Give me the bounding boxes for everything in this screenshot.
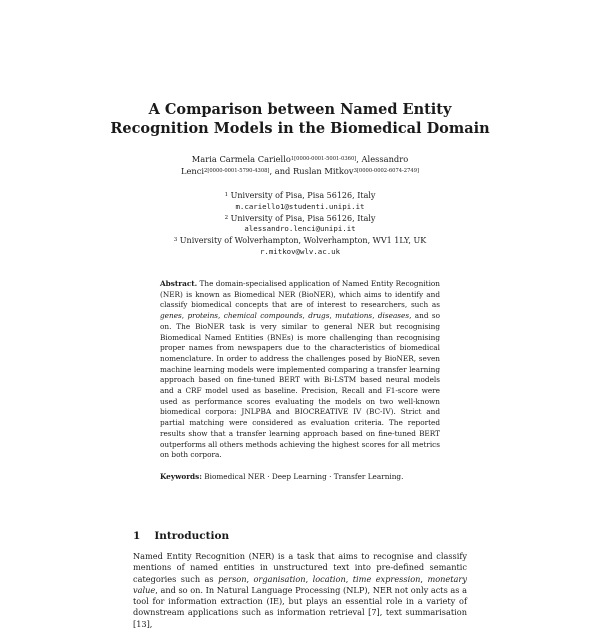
abstract	[160, 279, 440, 461]
intro-emph: location	[312, 573, 346, 584]
section-heading	[133, 530, 229, 542]
affiliations	[150, 190, 450, 258]
intro-text: ,	[305, 573, 313, 584]
author-separator: , and Ruslan Mitkov	[269, 166, 354, 176]
section-title: Introduction	[154, 530, 230, 542]
abstract-text: ,	[372, 311, 378, 321]
affiliation-email: m.cariello1@studenti.unipi.it	[235, 201, 365, 211]
intro-text: ,	[420, 573, 428, 584]
intro-paragraph	[133, 551, 467, 630]
affiliation	[150, 235, 450, 247]
keywords	[160, 472, 440, 483]
intro-text: Named Entity Recognition (NER) is a task that aims to recognise and classify mentions of named entities in unstructured text into pre-defined semantic categories such as	[133, 551, 467, 584]
intro-emph: person	[218, 573, 247, 584]
abstract-emph: genes	[160, 311, 182, 321]
affiliation-org: University of Pisa, Pisa 56126, Italy	[230, 213, 376, 223]
section-number: 1	[133, 530, 141, 542]
intro-text: ,	[246, 573, 254, 584]
author-name: Lenci	[180, 166, 205, 176]
author-separator: , Alessandro	[356, 154, 409, 164]
abstract-text: ,	[329, 311, 336, 321]
affiliation-email: alessandro.lenci@unipi.it	[244, 224, 356, 234]
abstract-emph: diseases	[377, 311, 410, 321]
abstract-text: ,	[218, 311, 224, 321]
author-list	[150, 153, 450, 177]
affiliation-org: University of Pisa, Pisa 56126, Italy	[230, 191, 376, 200]
abstract-text: , and so on. The BioNER task is very similar to general NER but recognising Biomedical Named Entities (BNEs) is more challenging than recognising proper names from newspapers due to the characteristics of biomedical nomenclature. In order to address the challenges posed by BioNER, seven machine learning models were implemented comparing a transfer learning approach based on fine-tuned BERT with Bi-LSTM based neural models and a CRF model used as baseline. Precision, Recall and F1-score were used as performance scores evaluating the models on two well-known biomedical corpora: JNLPBA and BIOCREATIVE IV (BC-IV). Strict and partial matching were considered as evaluation criteria. The reported results show that a transfer learning approach based on fine-tuned BERT outperforms all others methods achieving the highest scores for all metrics on both corpora.	[160, 311, 441, 460]
intro-emph: organisation	[253, 573, 306, 584]
intro-text: , and so on. In Natural Language Processing (NLP), NER not only acts as a tool for information extraction (IE), but plays an essential role in a variety of downstream applications such as information retrieval [7], text summarisation [13],	[133, 584, 467, 629]
intro-text: ,	[345, 573, 353, 584]
abstract-text: The domain-specialised application of Named Entity Recognition (NER) is known as Biomedical NER (BioNER), which aims to identify and classify biomedical concepts that are of interest to researchers, such as	[160, 279, 440, 310]
author-name: Maria Carmela Cariello	[191, 154, 291, 164]
affiliation	[150, 190, 450, 202]
keywords-label: Keywords:	[160, 472, 202, 481]
author-orcid: 2[0000-0001-5790-4308]	[204, 168, 270, 174]
affiliation	[150, 213, 450, 225]
author-orcid: 3[0000-0002-6074-2749]	[353, 168, 420, 174]
abstract-emph: drugs	[308, 311, 330, 321]
abstract-text: ,	[181, 311, 188, 321]
intro-emph: monetary value	[133, 573, 467, 595]
abstract-emph: proteins	[187, 311, 219, 321]
affiliation-email: r.mitkov@wlv.ac.uk	[259, 246, 341, 256]
abstract-text: ,	[302, 311, 309, 321]
affiliation-number: 1	[224, 192, 229, 198]
intro-emph: time expression	[352, 573, 421, 584]
keywords-text: Biomedical NER · Deep Learning · Transfer Learning.	[204, 472, 404, 481]
affiliation-number: 2	[224, 214, 229, 221]
affiliation-org: University of Wolverhampton, Wolverhampton, WV1 1LY, UK	[179, 236, 427, 246]
abstract-emph: chemical compounds	[223, 311, 303, 321]
author-orcid: 1[0000-0001-5001-0360]	[290, 156, 357, 162]
affiliation-number: 3	[173, 237, 178, 244]
abstract-label: Abstract.	[160, 279, 198, 288]
abstract-emph: mutations	[335, 311, 373, 321]
paper-title: A Comparison between Named Entity Recognition Models in the Biomedical Domain	[110, 101, 490, 137]
